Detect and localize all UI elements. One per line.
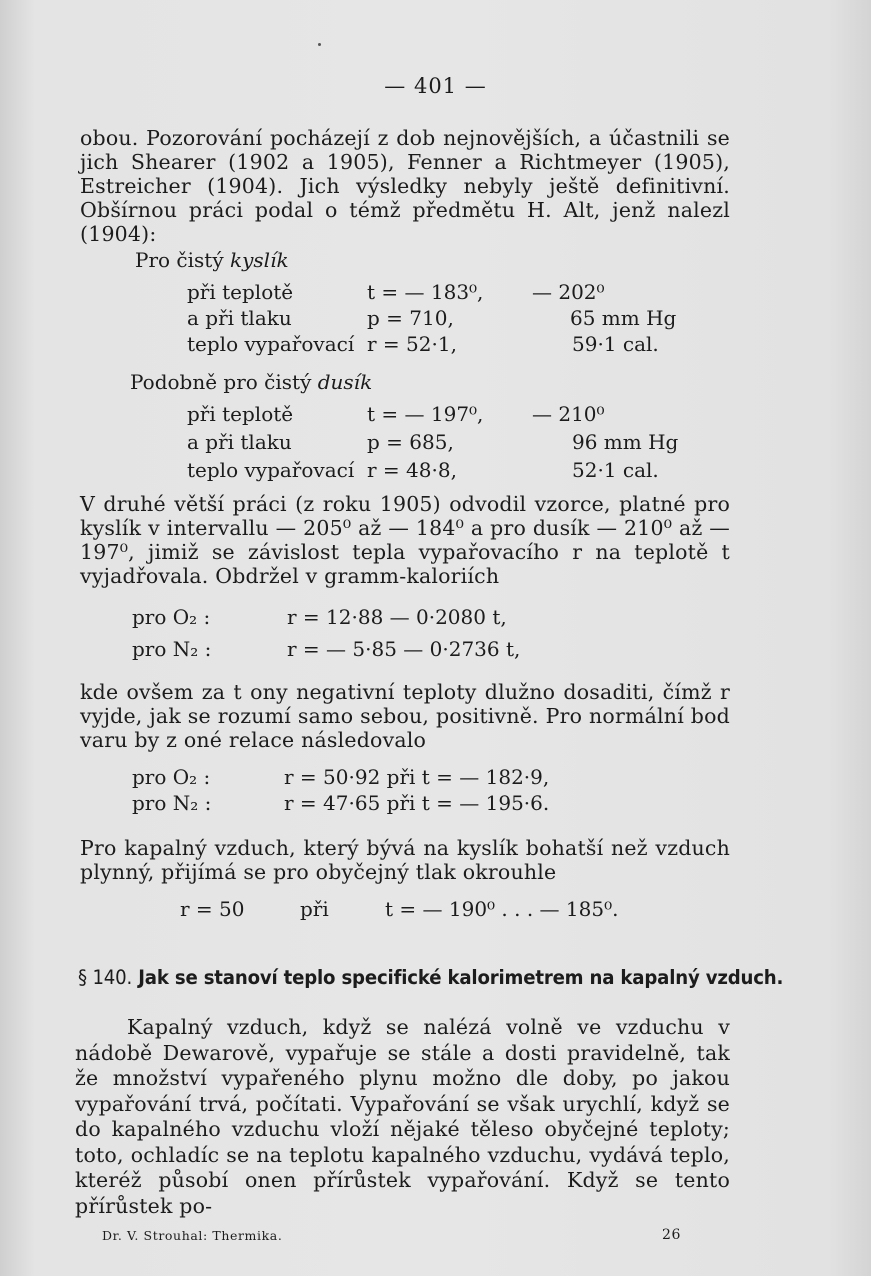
nitrogen-row-value2: — 210⁰ [532,402,605,426]
nitrogen-intro: Podobně pro čistý dusík [130,370,373,394]
formula-label: pro N₂ : [132,637,212,661]
section-title: Jak se stanoví teplo specifické kalorimetrem na kapalný vzduch. [138,966,784,989]
formula-expr: r = 50·92 při t = — 182·9, [284,765,550,789]
formula-label: pro N₂ : [132,791,212,815]
paragraph-4: Pro kapalný vzduch, který bývá na kyslík bohatší než vzduch plynný, přijímá se pro obyčejný tlak okrouhle [80,836,730,884]
page-footer [102,1228,682,1243]
printer-signature: 26 [662,1227,682,1243]
speck [318,43,321,46]
formula-label: pro O₂ : [132,605,211,629]
nitrogen-table [187,402,687,482]
formulas-1 [132,605,692,665]
paragraph-2: V druhé větší práci (z roku 1905) odvodil vzorce, platné pro kyslík v intervallu — 205⁰ až — 184⁰ a pro dusík — 210⁰ až — 197⁰, jimiž se závislost tepla vypařovacího r na teplotě t vyjadřovala. Obdržel v gramm-kaloriích [80,492,730,588]
oxygen-row-value2: 59·1 cal. [572,332,659,356]
formula-3 [180,897,680,927]
nitrogen-row-value: p = 685, [367,430,454,454]
nitrogen-row-label: při teplotě [187,402,294,426]
section-heading [78,966,784,989]
oxygen-row-label: a při tlaku [187,306,292,330]
section-number: § 140. [78,966,133,989]
paragraph-3: kde ovšem za t ony negativní teploty dlužno dosaditi, čímž r vyjde, jak se rozumí samo sebou, positivně. Pro normální bod varu by z oné relace následovalo [80,680,730,752]
paragraph-1: obou. Pozorování pocházejí z dob nejnovějších, a účastnili se jich Shearer (1902 a 1905), Fenner a Richtmeyer (1905), Estreicher (1904). Jich výsledky nebyly ještě definitivní. Obšírnou práci podal o témž předmětu H. Alt, jenž nalezl (1904): [80,126,730,246]
nitrogen-row-value: t = — 197⁰, [367,402,484,426]
oxygen-intro: Pro čistý kyslík [135,248,289,272]
nitrogen-row-value: r = 48·8, [367,458,457,482]
page-number: — 401 — [384,74,487,98]
formula-expr: r = 12·88 — 0·2080 t, [287,605,507,629]
oxygen-row-value2: 65 mm Hg [570,306,677,330]
nitrogen-row-value2: 96 mm Hg [572,430,679,454]
oxygen-row-label: teplo vypařovací [187,332,355,356]
formula-label: pro O₂ : [132,765,211,789]
formula-part: t = — 190⁰ . . . — 185⁰. [385,897,619,921]
nitrogen-row-label: a při tlaku [187,430,292,454]
paragraph-5: Kapalný vzduch, když se nalézá volně ve vzduchu v nádobě Dewarově, vypařuje se stále a dosti pravidelně, tak že množství vypařeného plynu možno dle doby, po jakou vypařování trvá, počítati. Vypařování se však urychlí, když se do kapalného vzduchu vloží nějaké těleso obyčejné teploty; toto, ochladíc se na teplotu kapalného vzduchu, vydává teplo, kteréž působí onen přírůstek vypařování. Když se tento přírůstek po- [75,1015,730,1218]
oxygen-row-value2: — 202⁰ [532,280,605,304]
oxygen-row-value: p = 710, [367,306,454,330]
nitrogen-row-label: teplo vypařovací [187,458,355,482]
formula-expr: r = — 5·85 — 0·2736 t, [287,637,521,661]
formula-part: r = 50 [180,897,245,921]
nitrogen-row-value2: 52·1 cal. [572,458,659,482]
footer-author: Dr. V. Strouhal: Thermika. [102,1228,283,1243]
oxygen-row-value: r = 52·1, [367,332,457,356]
formulas-2 [132,765,692,825]
oxygen-row-label: při teplotě [187,280,294,304]
oxygen-table [187,280,687,360]
formula-expr: r = 47·65 při t = — 195·6. [284,791,550,815]
oxygen-row-value: t = — 183⁰, [367,280,484,304]
formula-part: při [300,897,329,921]
